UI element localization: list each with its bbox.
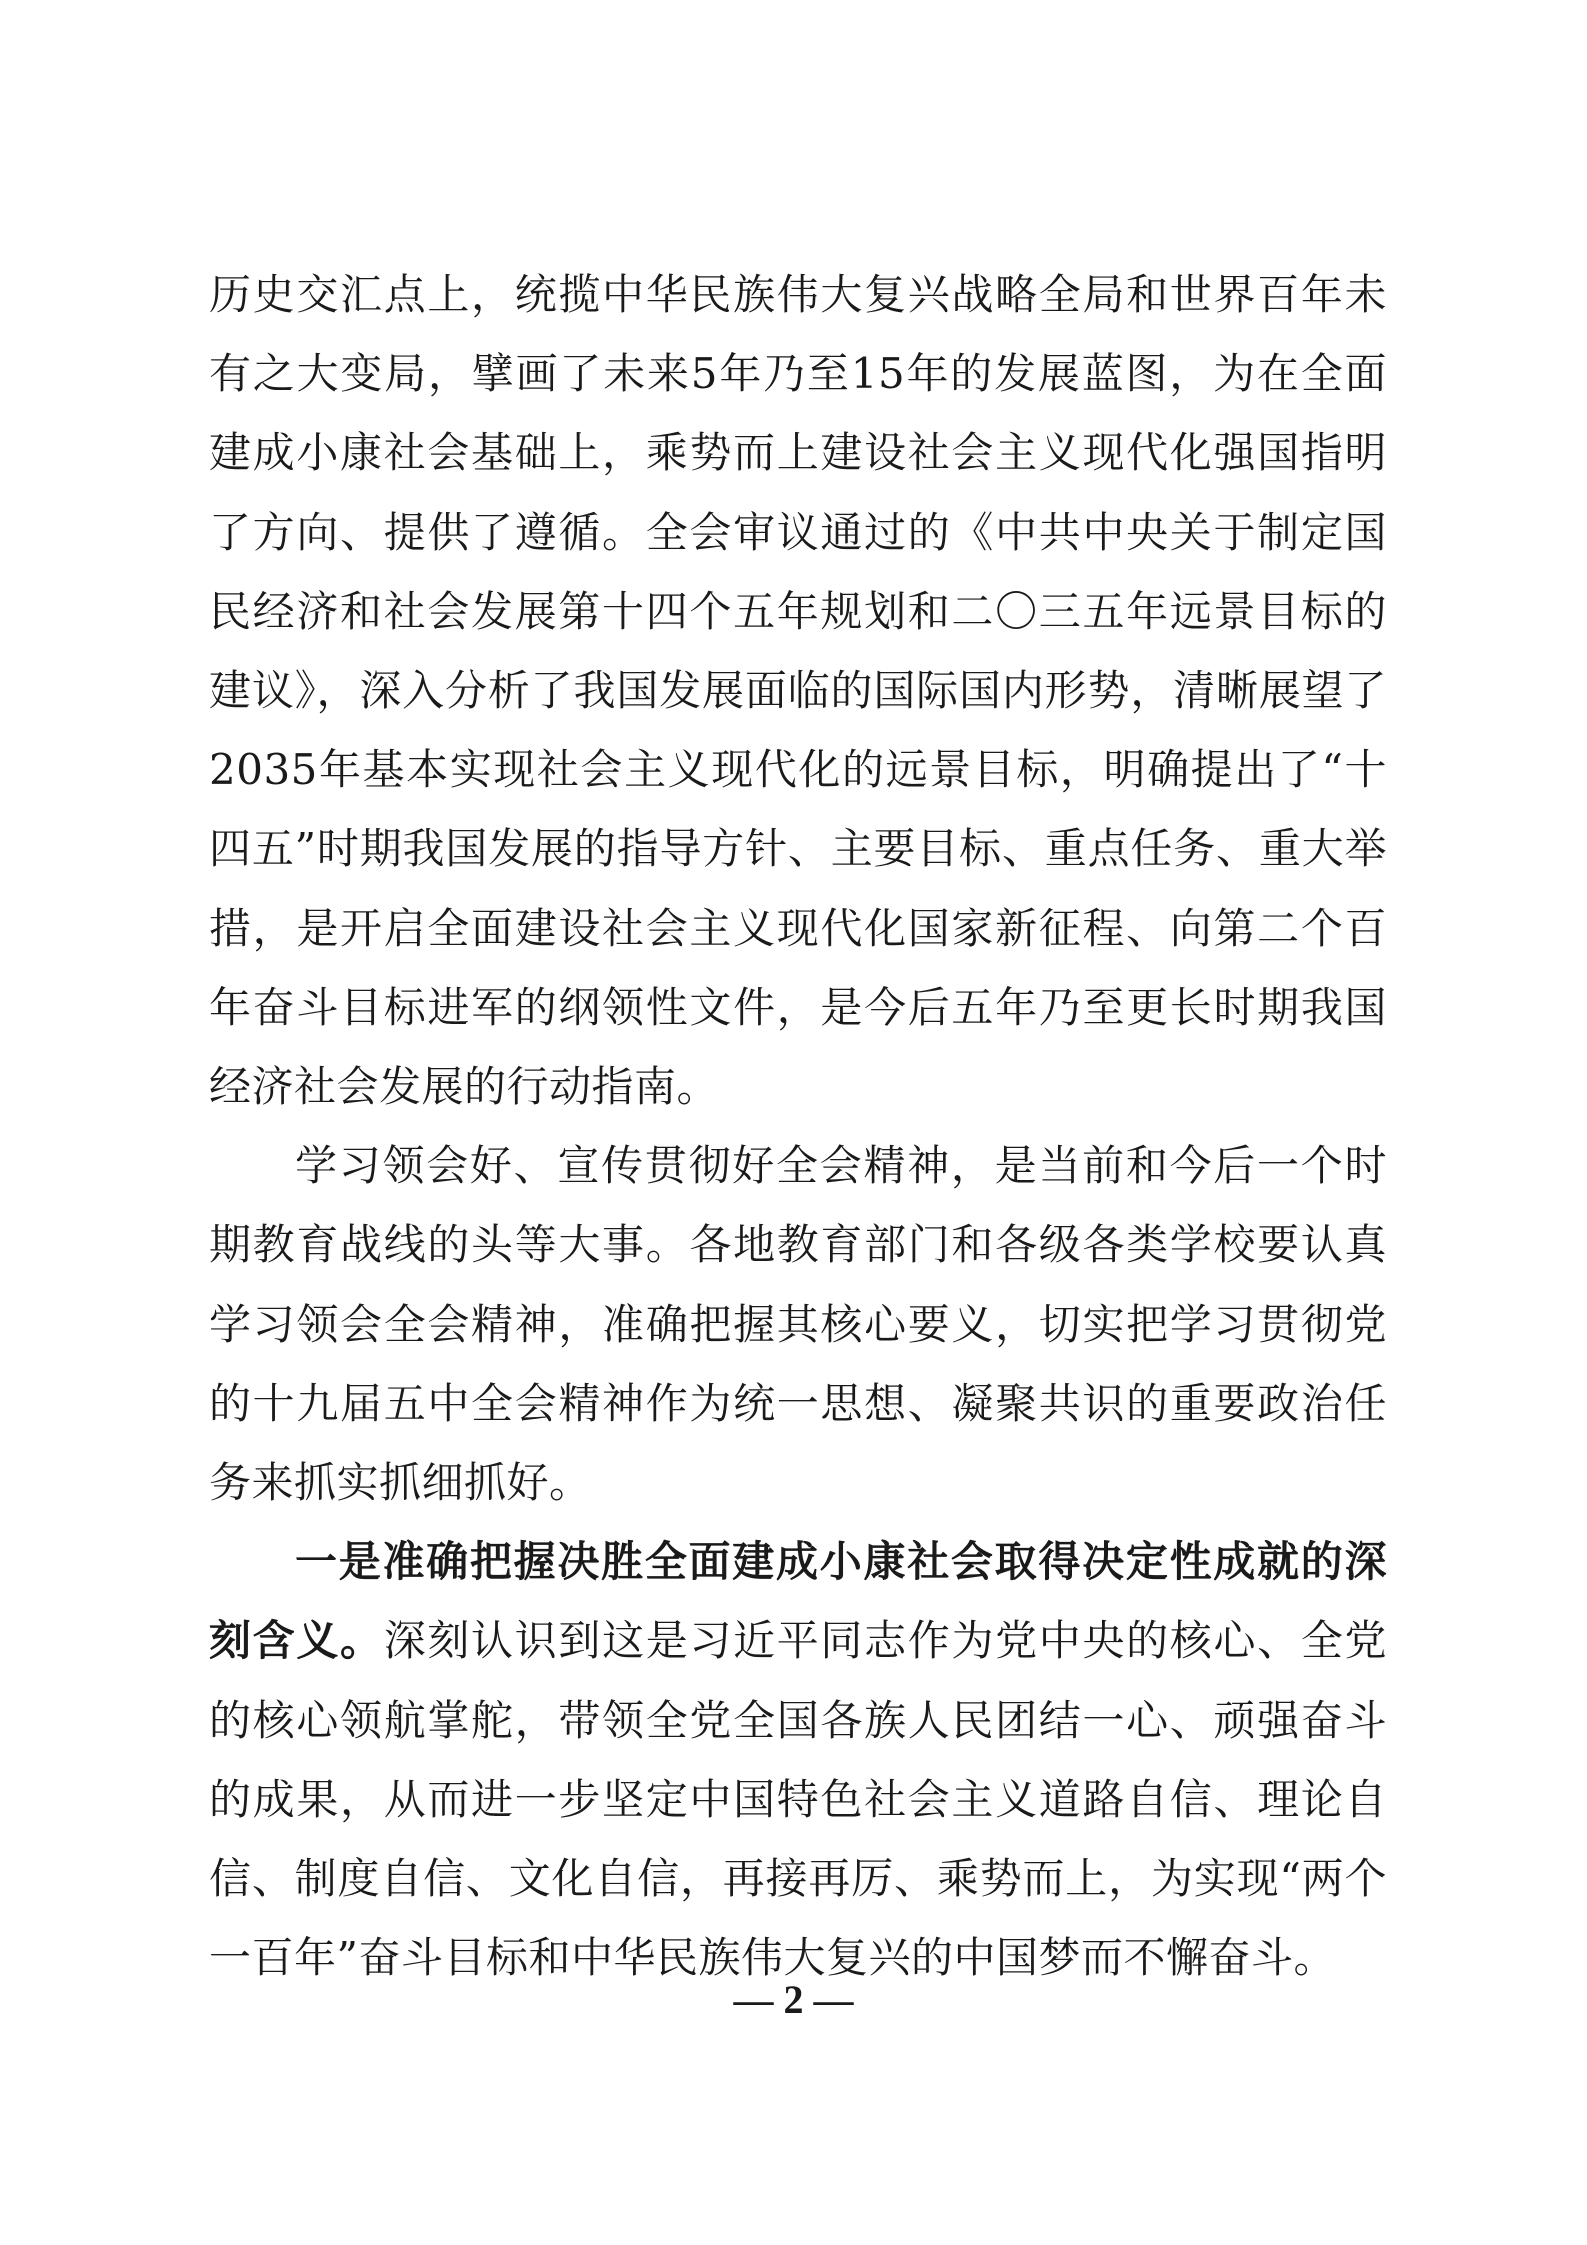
- page-number: — 2 —: [733, 1977, 854, 2022]
- paragraph-continued: [209, 255, 1387, 1126]
- paragraph-text: 学习领会好、宣传贯彻好全会精神，是当前和今后一个时期教育战线的头等大事。各地教育部门和各级各类学校要认真学习领会全会精神，准确把握其核心要义，切实把学习贯彻党的十九届五中全会精神作为统一思想、凝聚共识的重要政治任务来抓实抓细抓好。: [209, 1141, 1387, 1508]
- paragraph-text: 深刻认识到这是习近平同志作为党中央的核心、全党的核心领航掌舵，带领全党全国各族人民团结一心、顽强奋斗的成果，从而进一步坚定中国特色社会主义道路自信、理论自信、制度自信、文化自信，再接再厉、乘势而上，为实现“两个一百年”奋斗目标和中华民族伟大复兴的中国梦而不懈奋斗。: [209, 1616, 1387, 1983]
- paragraph-text: 历史交汇点上，统揽中华民族伟大复兴战略全局和世界百年未有之大变局，擘画了未来5年乃至15年的发展蓝图，为在全面建成小康社会基础上，乘势而上建设社会主义现代化强国指明了方向、提供了遵循。全会审议通过的《中共中央关于制定国民经济和社会发展第十四个五年规划和二〇三五年远景目标的建议》，深入分析了我国发展面临的国际国内形势，清晰展望了2035年基本实现社会主义现代化的远景目标，明确提出了“十四五”时期我国发展的指导方针、主要目标、重点任务、重大举措，是开启全面建设社会主义现代化国家新征程、向第二个百年奋斗目标进军的纲领性文件，是今后五年乃至更长时期我国经济社会发展的行动指南。: [209, 270, 1387, 1112]
- paragraph-heading: 一是准确把握决胜全面建成小康社会取得决定性成就的深刻含义。: [209, 1537, 1387, 1666]
- body-text: [209, 255, 1387, 1997]
- paragraph-study: [209, 1126, 1387, 1522]
- paragraph-point-one: [209, 1522, 1387, 1997]
